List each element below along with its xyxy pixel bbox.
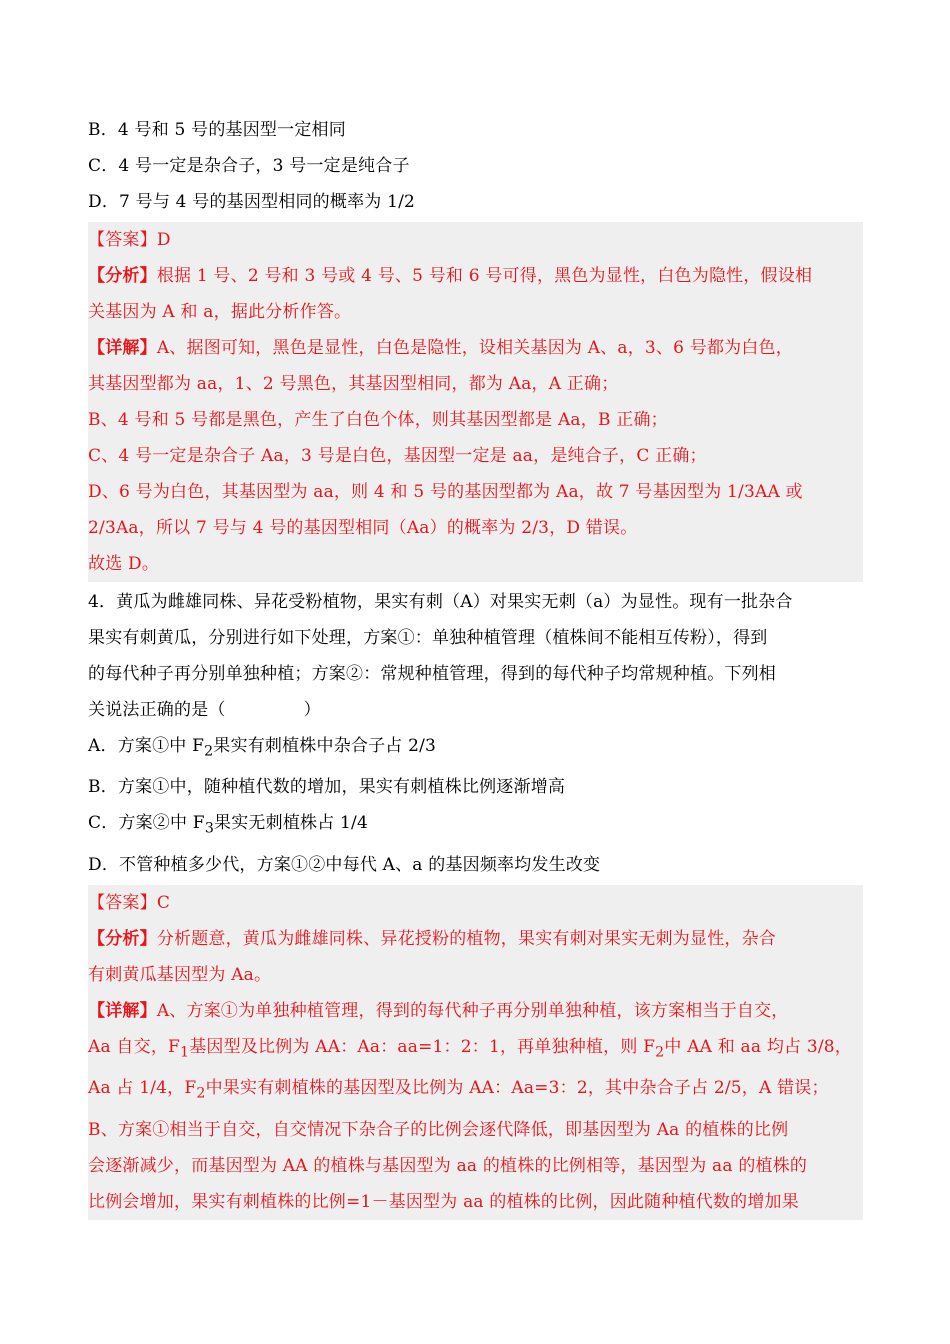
analysis-tag: 【分析】	[88, 928, 157, 949]
q3-conclusion: 故选 D。	[88, 554, 160, 574]
q4-detail-line-5: 会逐渐减少，而基因型为 AA 的植株与基因型为 aa 的植株的比例相等，基因型为 aa 的植株的	[88, 1155, 808, 1176]
q3-analysis-line-1	[88, 258, 863, 294]
detail-tag: 【详解】	[88, 338, 157, 358]
q4-option-c	[88, 805, 863, 846]
q3-option-c: C．4 号一定是杂合子，3 号一定是纯合子	[88, 156, 410, 176]
q4-option-a-sub: 2	[204, 743, 214, 760]
q4-option-b: B．方案①中，随种植代数的增加，果实有刺植株比例逐渐增高	[88, 777, 566, 798]
q3-detail-line-2: 其基因型都为 aa，1、2 号黑色，其基因型相同，都为 Aa，A 正确；	[88, 374, 619, 394]
answer-value: D	[156, 230, 171, 250]
q3-answer-line	[88, 222, 863, 258]
analysis-text: 分析题意，黄瓜为雌雄同株、异花授粉的植物，果实有刺对果实无刺为显性，杂合	[156, 928, 777, 949]
q3-detail-line-4: C、4 号一定是杂合子 Aa，3 号是白色，基因型一定是 aa，是纯合子，C 正确；	[88, 446, 707, 466]
q4-option-c-suffix: 果实无刺植株占 1/4	[214, 813, 368, 834]
q4-analysis-line-1	[88, 921, 863, 957]
q4-option-a-suffix: 果实有刺植株中杂合子占 2/3	[213, 736, 437, 756]
q4-detail-line-2	[88, 1029, 863, 1070]
q4-stem-last-suffix: ）	[303, 700, 321, 720]
q4-option-d: D．不管种植多少代，方案①②中每代 A、a 的基因频率均发生改变	[88, 854, 601, 875]
q4-option-c-sub: 3	[204, 820, 215, 837]
detail-text: A、方案①为单独种植管理，得到的每代种子再分别单独种植，该方案相当于自交，	[156, 1000, 789, 1021]
detail-line2-suffix: 中 AA 和 aa 均占 3/8，	[664, 1036, 852, 1057]
q4-detail-line-1	[88, 993, 863, 1029]
detail-line2-prefix: Aa 自交，F	[88, 1036, 181, 1057]
q4-stem-line-4	[88, 692, 863, 728]
q4-stem-line-3: 的每代种子再分别单独种植；方案②：常规种植管理，得到的每代种子均常规种植。下列相	[88, 664, 776, 684]
analysis-text: 根据 1 号、2 号和 3 号或 4 号、5 号和 6 号可得，黑色为显性，白色为隐性，假设相	[156, 266, 813, 286]
q4-option-a-prefix: A．方案①中 F	[88, 736, 205, 756]
q4-detail-line-4: B、方案①相当于自交，自交情况下杂合子的比例会逐代降低，即基因型为 Aa 的植株的比例	[88, 1119, 789, 1140]
q3-detail-line-6: 2/3Aa，所以 7 号与 4 号的基因型相同（Aa）的概率为 2/3，D 错误。	[88, 518, 638, 538]
detail-line2-sub2: 2	[655, 1044, 665, 1061]
q4-stem-last-prefix: 关说法正确的是（	[88, 700, 226, 720]
q4-answer-line	[88, 885, 863, 921]
q4-detail-line-3	[88, 1070, 863, 1111]
q3-detail-line-3: B、4 号和 5 号都是黑色，产生了白色个体，则其基因型都是 Aa，B 正确；	[88, 410, 668, 430]
q4-analysis-line-2: 有刺黄瓜基因型为 Aa。	[88, 964, 272, 985]
detail-line3-sub: 2	[196, 1085, 206, 1102]
detail-line3-suffix: 中果实有刺植株的基因型及比例为 AA：Aa=3：2，其中杂合子占 2/5，A 错误；	[205, 1078, 829, 1099]
answer-tag: 【答案】	[88, 892, 157, 913]
answer-tag: 【答案】	[88, 230, 157, 250]
document-page	[88, 112, 863, 1222]
detail-tag: 【详解】	[88, 1000, 157, 1021]
analysis-tag: 【分析】	[88, 266, 157, 286]
q4-option-c-prefix: C．方案②中 F	[88, 813, 205, 834]
q4-stem-line-1: 4．黄瓜为雌雄同株、异花受粉植物，果实有刺（A）对果实无刺（a）为显性。现有一批杂合	[88, 592, 793, 612]
detail-line3-prefix: Aa 占 1/4，F	[88, 1078, 197, 1099]
detail-text: A、据图可知，黑色是显性，白色是隐性，设相关基因为 A、a，3、6 号都为白色，	[156, 338, 793, 358]
q3-analysis-line-2: 关基因为 A 和 a，据此分析作答。	[88, 302, 352, 322]
answer-value: C	[156, 892, 171, 913]
q3-option-b: B．4 号和 5 号的基因型一定相同	[88, 120, 346, 140]
q3-solution-block	[88, 222, 863, 582]
q4-detail-line-6: 比例会增加，果实有刺植株的比例=1－基因型为 aa 的植株的比例，因此随种植代数的增加果	[88, 1191, 799, 1212]
q3-detail-line-1	[88, 330, 863, 366]
q4-stem-line-2: 果实有刺黄瓜，分别进行如下处理，方案①：单独种植管理（植株间不能相互传粉），得到	[88, 628, 768, 648]
detail-line2-mid: 基因型及比例为 AA：Aa：aa=1：2：1，再单独种植，则 F	[189, 1036, 656, 1057]
detail-line2-sub: 1	[180, 1044, 190, 1061]
q3-option-d: D．7 号与 4 号的基因型相同的概率为 1/2	[88, 192, 416, 212]
q4-solution-block	[88, 885, 863, 1220]
q3-detail-line-5: D、6 号为白色，其基因型为 aa，则 4 和 5 号的基因型都为 Aa，故 7 号基因型为 1/3AA 或	[88, 482, 803, 502]
q4-option-a	[88, 728, 863, 769]
